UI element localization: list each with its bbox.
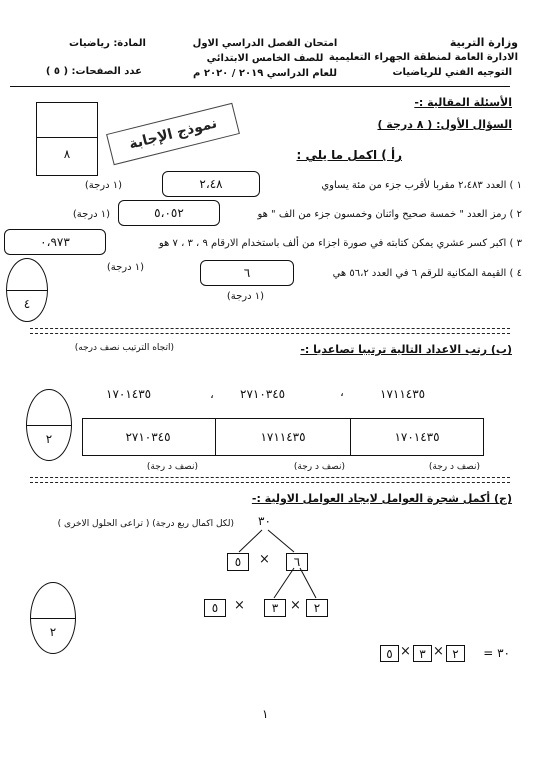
tree-times-2: ×: [234, 598, 245, 613]
eq-factor-5: [380, 645, 399, 662]
eq-factor-3: [413, 645, 432, 662]
part-c-score-oval: [30, 582, 76, 654]
subject: المادة: رياضيات: [69, 38, 146, 49]
score-box-value: ٨: [63, 147, 71, 161]
eq-factor-5-value: ٥: [386, 646, 393, 661]
item-4-answer: ٦: [243, 266, 251, 280]
tree-leaf-2: [306, 599, 328, 617]
part-a-title: رأ ) اكمل ما يلي :: [296, 148, 402, 162]
order-mark-3: (نصف د رجة): [146, 462, 198, 472]
item-1-mark: (١ درجة): [84, 180, 122, 191]
part-b-note: (اتجاه الترتيب نصف درجه): [74, 343, 174, 353]
pages-count: عدد الصفحات: ( ٥ ): [45, 66, 142, 77]
item-3-answer: ٠،٩٧٣: [40, 235, 70, 249]
eq-lhs: ٣٠ =: [483, 646, 510, 660]
tree-leaf-5: [204, 599, 226, 617]
eq-factor-2-value: ٢: [452, 646, 459, 661]
item-3-number: ٣ ): [509, 238, 522, 249]
tree-edge-6-left: [274, 568, 294, 598]
eq-factor-3-value: ٣: [419, 646, 426, 661]
tree-edge-root-left: [239, 530, 262, 552]
item-1-question: العدد ٢،٤٨٣ مقربا لأقرب جزء من مئة يساوي: [321, 180, 507, 191]
tree-edge-root-right: [268, 530, 294, 552]
tree-edge-6-right: [300, 568, 316, 598]
item-2-number: ٢ ): [509, 209, 522, 220]
part-b-title: (ب) رتب الاعداد التالية ترتيبا تصاعديا :-: [300, 343, 512, 356]
tree-times-1: ×: [259, 552, 270, 567]
tree-leaf-3-value: ٣: [271, 601, 279, 615]
order-answer-1: ١٧٠١٤٣٥: [394, 430, 440, 444]
order-mark-1: (نصف د رجة): [428, 462, 480, 472]
given-number-3: ١٧٠١٤٣٥: [106, 387, 152, 401]
tree-leaf-2-value: ٢: [313, 601, 321, 615]
part-c-oval-divider: [31, 618, 75, 619]
given-separator-2: ،: [210, 387, 214, 401]
eq-times-1: ×: [400, 644, 411, 659]
part-c-note: (لكل اكمال ربع درجة) ( تراعى الحلول الاخرى ): [57, 519, 234, 529]
order-answer-2: ١٧١١٤٣٥: [260, 430, 306, 444]
essay-heading: الأسئلة المقالية :-: [414, 96, 512, 109]
answer-key-stamp: نموذج الإجابة: [106, 103, 240, 165]
page-number: ١: [262, 707, 269, 721]
item-3-mark: (١ درجة): [106, 262, 144, 273]
item-1-number: ١ ): [509, 180, 522, 191]
grade: للصف الخامس الابتدائي: [206, 53, 324, 64]
item-1-answer: ٢،٤٨: [199, 177, 223, 191]
given-number-2: ٢٧١٠٣٤٥: [240, 387, 286, 401]
q1-title: السؤال الأول: ( ٨ درجة ): [377, 118, 512, 131]
eq-factor-2: [446, 645, 465, 662]
part-b-oval-value: ٢: [45, 432, 53, 446]
item-4-question: القيمة المكانية للرقم ٦ في العدد ٥٦،٢ هي: [332, 268, 507, 279]
ministry: وزارة التربية: [449, 36, 518, 49]
tree-node-6-value: ٦: [293, 555, 301, 569]
given-separator-1: ،: [340, 385, 344, 399]
item-3-question: اكبر كسر عشري يمكن كتابته في صورة اجزاء من ألف باستخدام الارقام ٩ ، ٣ ، ٧ هو: [158, 238, 507, 249]
tree-leaf-3: [264, 599, 286, 617]
given-number-1: ١٧١١٤٣٥: [380, 387, 426, 401]
order-mark-2: (نصف د رجة): [293, 462, 345, 472]
tree-times-3: ×: [290, 598, 301, 613]
item-4-number: ٤ ): [509, 268, 522, 279]
tree-node-5-value: ٥: [234, 555, 242, 569]
school-year: للعام الدراسي ٢٠١٩ / ٢٠٢٠ م: [193, 68, 337, 79]
tree-leaf-5-value: ٥: [211, 601, 219, 615]
part-a-oval-value: ٤: [23, 297, 31, 311]
exam-title: امتحان الفصل الدراسي الاول: [192, 38, 338, 49]
tree-node-5: [227, 553, 249, 571]
part-c-title: (ج) أكمل شجرة العوامل لايجاد العوامل الاولية :-: [251, 492, 512, 505]
tree-node-6: [286, 553, 308, 571]
eq-times-2: ×: [433, 644, 444, 659]
order-answer-3: ٢٧١٠٣٤٥: [125, 430, 171, 444]
supervision: التوجيه الفني للرياضيات: [392, 67, 512, 78]
tree-root: ٣٠: [258, 514, 271, 528]
item-4-mark: (١ درجة): [226, 291, 264, 302]
part-c-oval-value: ٢: [49, 625, 57, 639]
item-2-mark: (١ درجة): [72, 209, 110, 220]
directorate: الادارة العامة لمنطقة الجهراء التعليمية: [328, 52, 518, 63]
item-2-answer: ٥،٠٥٢: [154, 206, 184, 220]
item-2-question: رمز العدد " خمسة صحيح واثنان وخمسون جزء من الف " هو: [257, 209, 507, 220]
